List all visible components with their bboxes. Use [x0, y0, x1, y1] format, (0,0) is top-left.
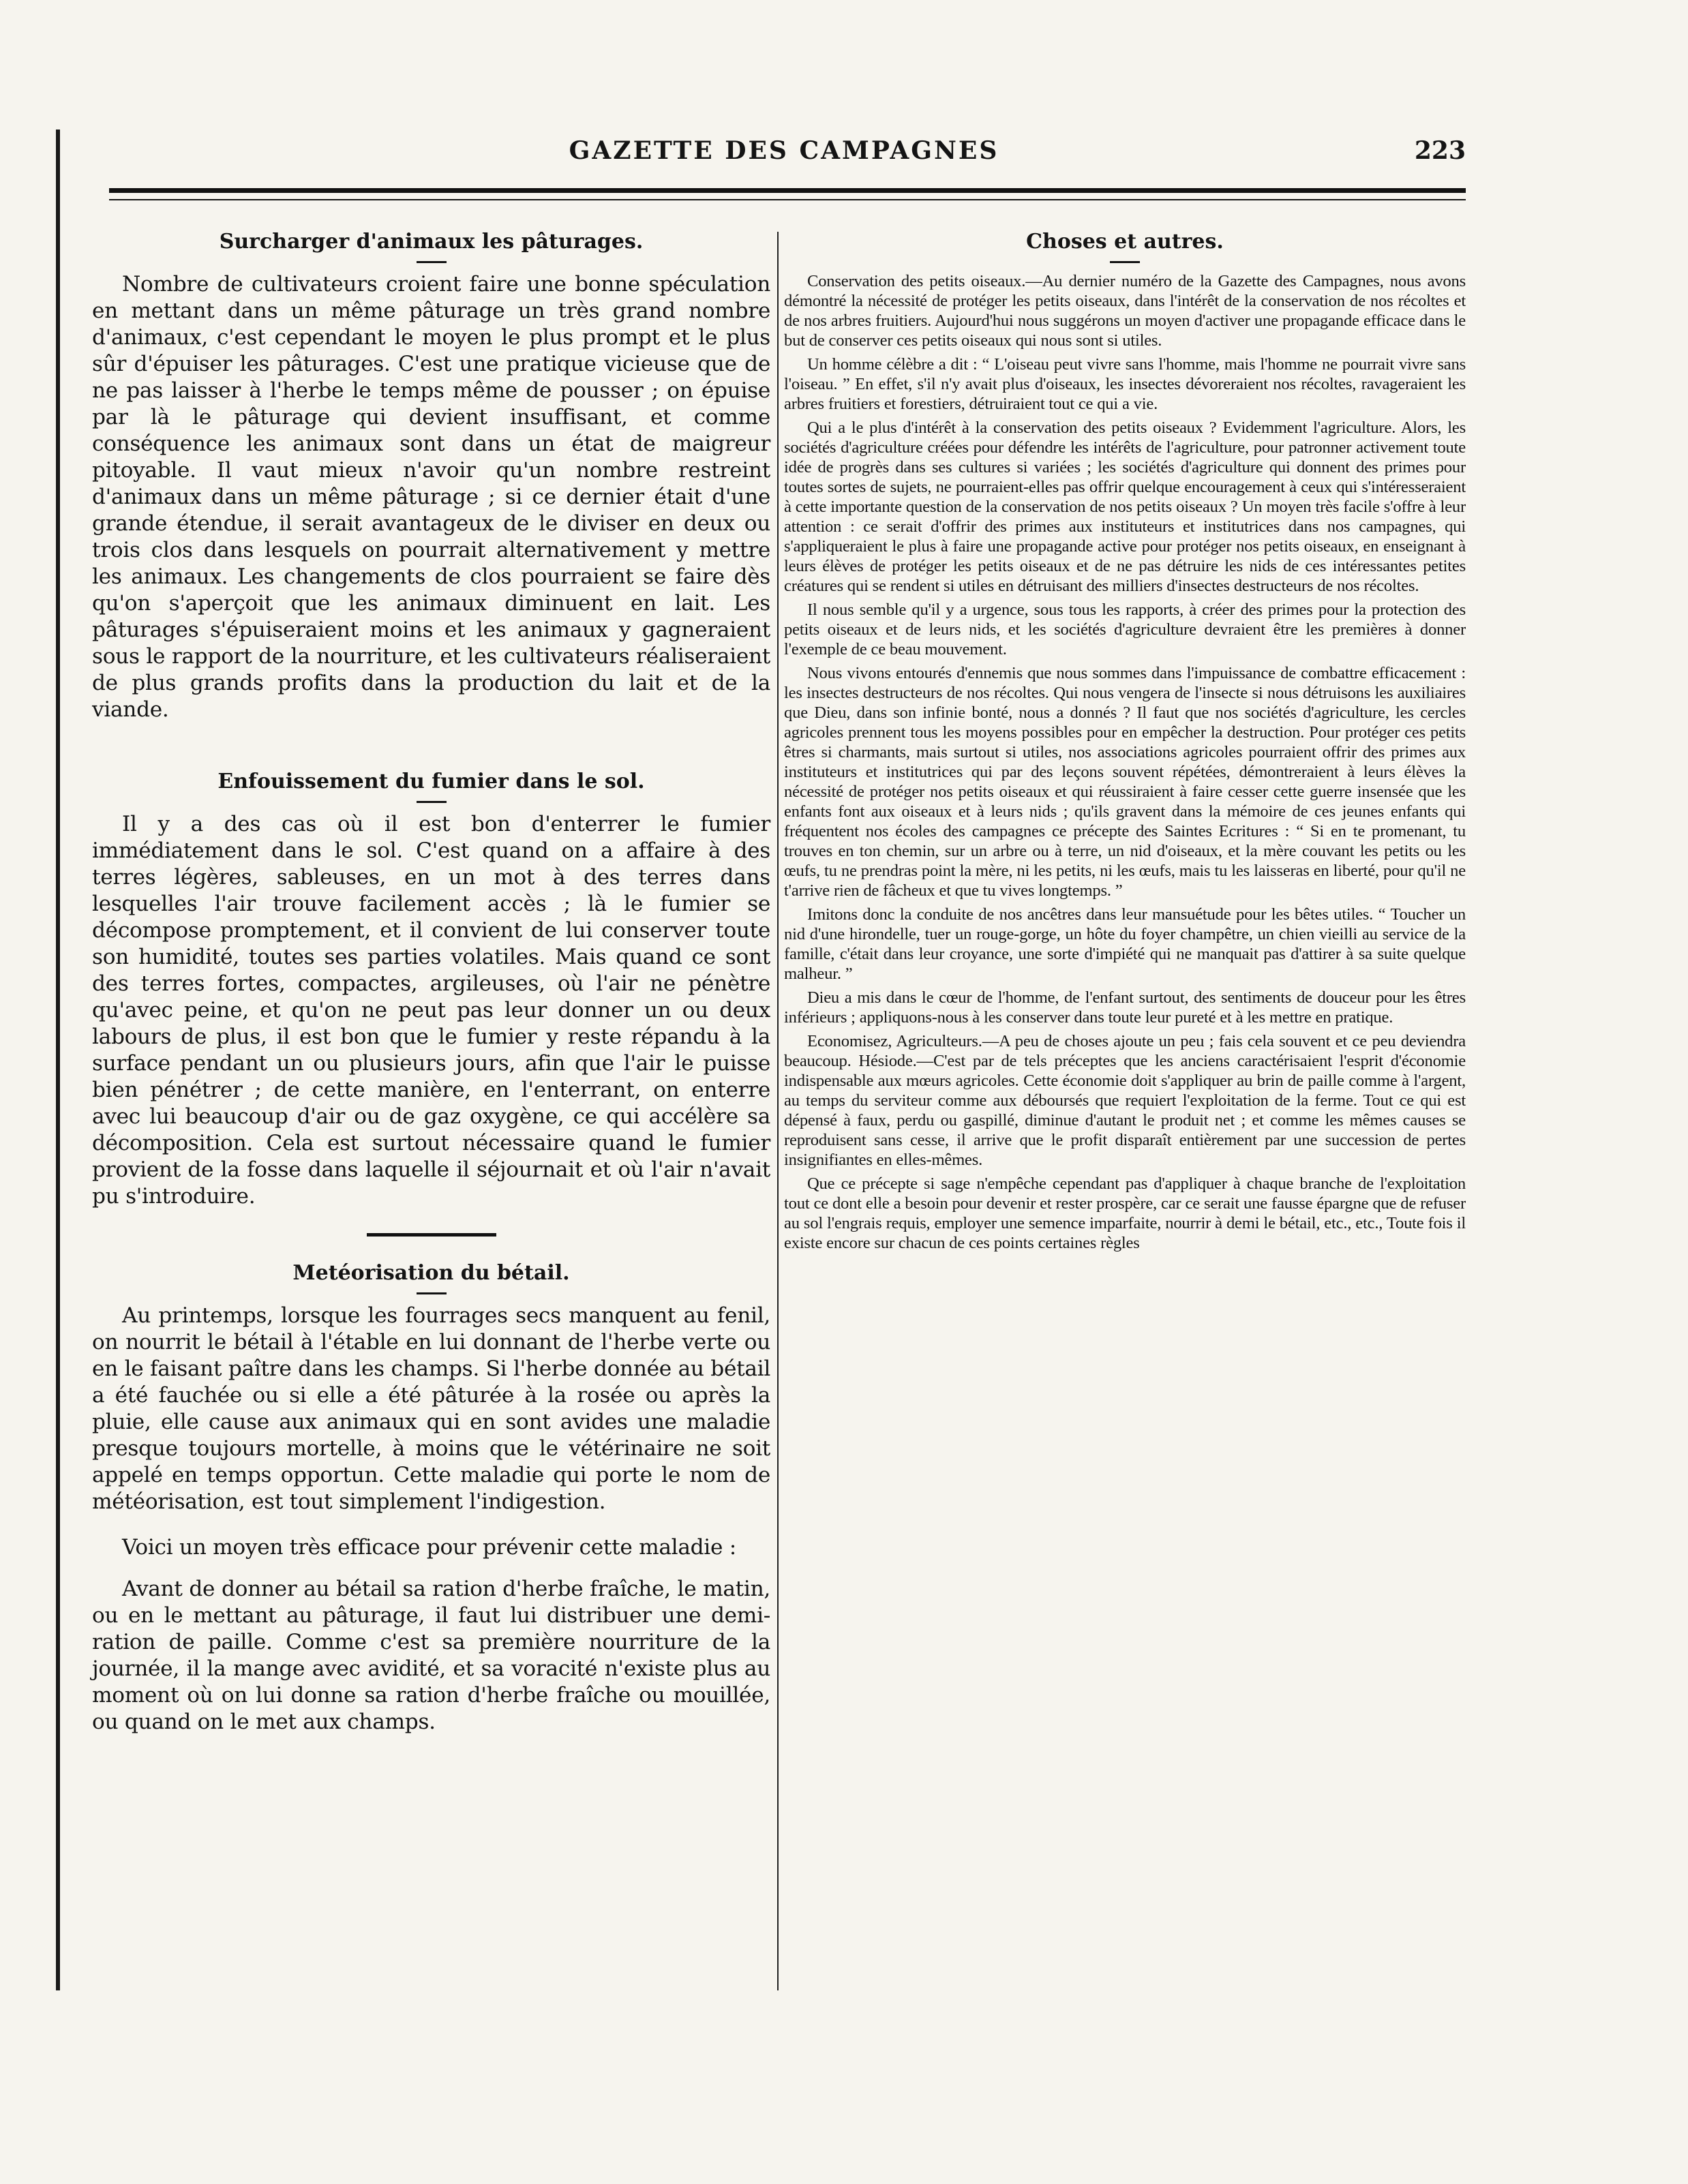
- paragraph: Voici un moyen très efficace pour prévenir cette maladie :: [122, 1535, 736, 1560]
- paragraph: Imitons donc la conduite de nos ancêtres dans leur mansuétude pour les bêtes utiles. “ Toucher un nid d'une hirondelle, tuer un rouge-gorge, un hôte du foyer champêtre, un chien vieilli au service de la famille, c'était dans leur croyance, une sorte d'impiété qui ne manquait pas d'attirer à sa suite quelque malheur. ”: [784, 905, 1466, 983]
- title-dash: [417, 801, 447, 803]
- left-column: [92, 228, 770, 1735]
- column-divider: [777, 232, 779, 1990]
- paragraph: Que ce précepte si sage n'empêche cependant pas d'appliquer à chaque branche de l'exploitation tout ce dont elle a besoin pour devenir et rester prospère, car ce serait une fausse épargne que de refuser au sol l'engrais requis, employer une semence imparfaite, nourrir à demi le bétail, etc., etc., Toute fois il existe encore sur chacun de ces points certaines règles: [784, 1174, 1466, 1252]
- page-number: 223: [1414, 136, 1466, 165]
- page-title: GAZETTE DES CAMPAGNES: [569, 136, 999, 165]
- paragraph: Un homme célèbre a dit : “ L'oiseau peut vivre sans l'homme, mais l'homme ne pourrait vivre sans l'oiseau. ” En effet, s'il n'y avait plus d'oiseaux, les insectes dévoreraient nos récoltes, ravageraient les arbres fruitiers et forestiers, détruiraient tout ce qui a vie.: [784, 355, 1466, 413]
- paragraph: Nombre de cultivateurs croient faire une bonne spéculation en mettant dans un même pâturage un très grand nombre d'animaux, c'est cependant le moyen le plus prompt et le plus sûr d'épuiser les pâturages. C'est une pratique vicieuse que de ne pas laisser à l'herbe le temps même de pousser ; on épuise par là le pâturage qui devient insuffisant, et comme conséquence les animaux sont dans un état de maigreur pitoyable. Il vaut mieux n'avoir qu'un nombre restreint d'animaux dans un même pâturage ; si ce dernier était d'une grande étendue, il serait avantageux de le diviser en deux ou trois clos dans lesquels on pourrait alternativement y mettre les animaux. Les changements de clos pourraient se faire dès qu'on s'aperçoit que les animaux diminuent en lait. Les pâturages s'épuiseraient moins et les animaux y gagneraient sous le rapport de la nourriture, et les cultivateurs réaliseraient de plus grands profits dans la production du lait et de la viande.: [92, 272, 770, 722]
- article-meteorisation: [92, 1260, 770, 1735]
- paragraph: Economisez, Agriculteurs.—A peu de choses ajoute un peu ; fais cela souvent et ce peu deviendra beaucoup. Hésiode.—C'est par de tels préceptes que les anciens caractérisaient l'esprit d'économie indispensable aux mœurs agricoles. Cette économie doit s'appliquer au brin de paille comme à l'argent, au temps du serviteur comme aux déboursés que requiert l'exploitation de la ferme. Tout ce qui est dépensé à faux, perdu ou gaspillé, diminue d'autant le produit net ; et comme les mêmes causes se reproduisent sans cesse, il arrive que le profit disparaît entièrement par une succession de pertes insignifiantes en elles-mêmes.: [784, 1032, 1466, 1169]
- section-title: Metéorisation du bétail.: [292, 1261, 570, 1285]
- paragraph: Il y a des cas où il est bon d'enterrer le fumier immédiatement dans le sol. C'est quand on a affaire à des terres légères, sableuses, en un mot à des terres dans lesquelles l'air trouve facilement accès ; là le fumier se décompose promptement, et il convient de lui conserver toute son humidité, toutes ses parties volatiles. Mais quand ce sont des terres fortes, compactes, argileuses, où l'air ne pénètre qu'avec peine, et qu'on ne peut pas leur donner un ou deux labours de plus, il est bon que le fumier y reste répandu à la surface pendant un ou plusieurs jours, afin que l'air le puisse bien pénétrer ; de cette manière, en l'enterrant, on enterre avec lui beaucoup d'air ou de gaz oxygène, ce qui accélère sa décomposition. Cela est surtout nécessaire quand le fumier provient de la fosse dans laquelle il séjournait et où l'air n'avait pu s'introduire.: [92, 812, 770, 1209]
- title-dash: [1110, 261, 1140, 263]
- scan-margin-bar: [56, 130, 60, 1990]
- right-column: [784, 228, 1466, 1257]
- paragraph: Il nous semble qu'il y a urgence, sous tous les rapports, à créer des primes pour la protection des petits oiseaux et de leurs nids, et les sociétés d'agriculture devraient être les premières à donner l'exemple de ce beau mouvement.: [784, 601, 1466, 658]
- header-rule-thick: [109, 188, 1466, 193]
- title-dash: [417, 261, 447, 263]
- title-dash: [417, 1292, 447, 1294]
- header-rule-thin: [109, 199, 1466, 200]
- paragraph: Dieu a mis dans le cœur de l'homme, de l'enfant surtout, des sentiments de douceur pour les êtres inférieurs ; appliquons-nous à les conserver dans toute leur pureté et à les mettre en pratique.: [784, 988, 1466, 1027]
- article-paturages: [92, 228, 770, 723]
- paragraph: Nous vivons entourés d'ennemis que nous sommes dans l'impuissance de combattre efficacement : les insectes destructeurs de nos récoltes. Qui nous vengera de l'insecte si nous détruisons les auxiliaires que Dieu, dans son infinie bonté, nous a donnés ? Il faut que nos sociétés d'agriculture, les cercles agricoles prennent tous les moyens possibles pour en empêcher la destruction. Pour protéger ces petits êtres si charmants, mais surtout si utiles, nos associations agricoles pourraient offrir des primes aux instituteurs et institutrices qui par des leçons souvent répétées, démontreraient à leurs élèves la nécessité de protéger nos petits oiseaux et qui réussiraient à faire cesser cette guerre insensée que les enfants font aux oiseaux et à leurs nids ; qu'ils gravent dans la mémoire de ces jeunes enfants qui fréquentent nos écoles des campagnes ce précepte des Saintes Ecritures : “ Si en te promenant, tu trouves en ton chemin, sur un arbre ou à terre, un nid d'oiseaux, et la mère couvant les petits ou les œufs, tu ne prendras point la mère, ni les petits, ni les œufs, mais tu les laisseras en liberté, pour qu'il ne t'arrive rien de fâcheux et que tu vives longtemps. ”: [784, 664, 1466, 900]
- paragraph: Qui a le plus d'intérêt à la conservation des petits oiseaux ? Evidemment l'agriculture. Alors, les sociétés d'agriculture créées pour défendre les intérêts de l'agriculture, pour patronner activement toute idée de progrès dans ses cultures si variées ; les sociétés d'agriculture qui donnent des primes pour toutes sortes de sujets, ne pourraient-elles pas offrir quelque encouragement à ceux qui s'intéresseraient à cette importante question de la conservation de nos petits oiseaux ? Un moyen très facile s'offre à leur attention : ce serait d'offrir des primes aux instituteurs et institutrices dans nos campagnes, qui s'appliqueraient le plus à faire une propagande active pour protéger nos petits oiseaux, en enseignant à leurs élèves de protéger les petits oiseaux et de ne pas détruire les nids de ces intéressantes petites créatures qui se rendent si utiles en détruisant des milliers d'insectes destructeurs de nos récoltes.: [784, 419, 1466, 595]
- section-title: Choses et autres.: [1026, 230, 1224, 254]
- paragraph: Avant de donner au bétail sa ration d'herbe fraîche, le matin, ou en le mettant au pâturage, il faut lui distribuer une demi-ration de paille. Comme c'est sa première nourriture de la journée, il la mange avec avidité, et sa voracité n'existe plus au moment où on lui donne sa ration d'herbe fraîche ou mouillée, ou quand on le met aux champs.: [92, 1577, 770, 1734]
- page-header: [102, 130, 1466, 177]
- section-title: Surcharger d'animaux les pâturages.: [219, 230, 644, 254]
- article-fumier: [92, 768, 770, 1210]
- paragraph: Au printemps, lorsque les fourrages secs manquent au fenil, on nourrit le bétail à l'étable en lui donnant de l'herbe verte ou en le faisant paître dans les champs. Si l'herbe donnée au bétail a été fauchée ou si elle a été pâturée à la rosée ou après la pluie, elle cause aux animaux qui en sont avides une maladie presque toujours mortelle, à moins que le vétérinaire ne soit appelé en temps opportun. Cette maladie qui porte le nom de météorisation, est tout simplement l'indigestion.: [92, 1303, 770, 1514]
- section-title: Enfouissement du fumier dans le sol.: [217, 770, 645, 793]
- paragraph: Conservation des petits oiseaux.—Au dernier numéro de la Gazette des Campagnes, nous avons démontré la nécessité de protéger les petits oiseaux, dans l'intérêt de la conservation de nos récoltes et de nos arbres fruitiers. Aujourd'hui nous suggérons un moyen d'activer une propagande efficace dans le but de conserver ces petits oiseaux qui nous sont si utiles.: [784, 272, 1466, 350]
